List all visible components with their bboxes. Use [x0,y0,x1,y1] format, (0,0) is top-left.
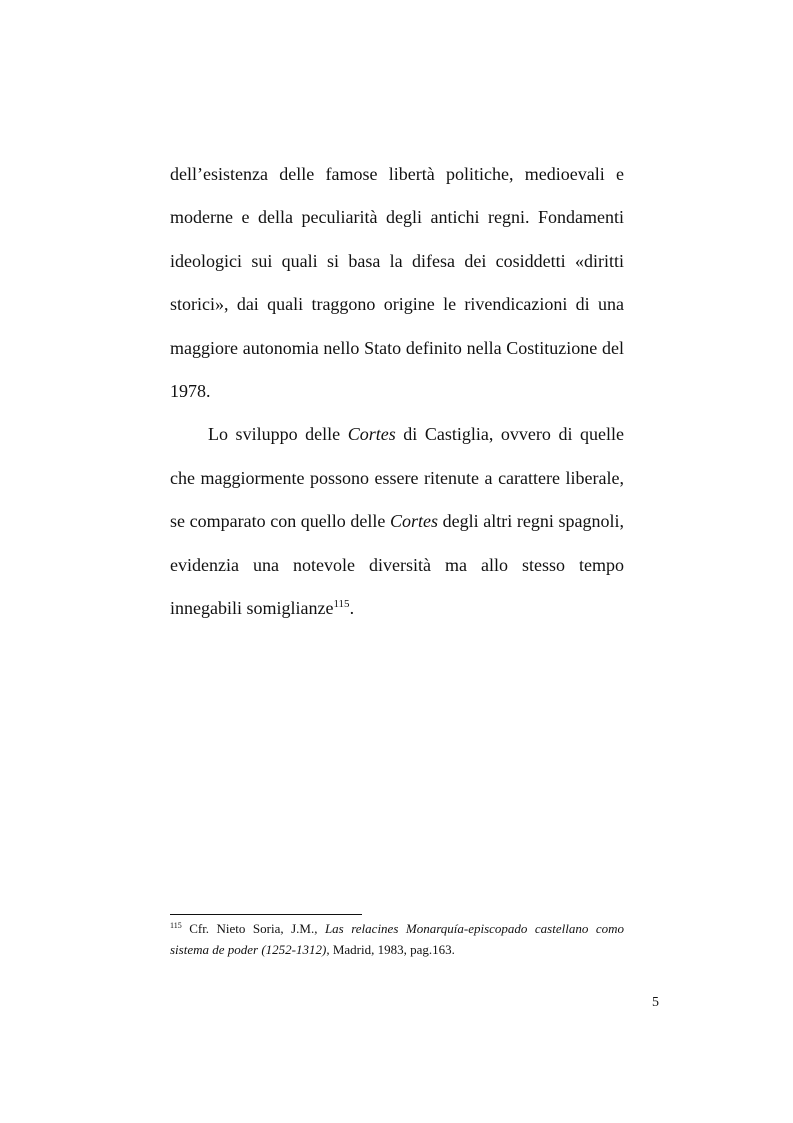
paragraph-2-text-c: degli altri regni spagnoli, evidenzia una notevole diversità ma allo stesso tempo innegabili somiglianze [170,511,624,619]
footnote-number: 115 [170,921,182,930]
paragraph-2 [170,413,624,630]
page-number: 5 [652,995,659,1010]
paragraph-1: dell’esistenza delle famose libertà politiche, medioevali e moderne e della peculiarità degli antichi regni. Fondamenti ideologici sui quali si basa la difesa dei cosiddetti «diritti storici», dai quali traggono origine le rivendicazioni di una maggiore autonomia nello Stato definito nella Costituzione del 1978. [170,164,624,402]
paragraph-2-text-a: Lo sviluppo delle [208,424,348,445]
footnote-book-title: Las relacines Monarquía-episcopado castellano como sistema de poder (1252-1312) [170,921,624,957]
italic-term-cortes: Cortes [347,424,396,445]
footnote-reference[interactable]: 115 [333,598,350,611]
paragraph-2-end: . [349,598,355,619]
footnote-lead: Cfr. Nieto Soria, J.M., [181,921,325,936]
main-text [170,153,624,630]
footnote-separator [170,914,362,915]
footnote-tail: , Madrid, 1983, pag.163. [326,942,455,957]
paragraph-2-text-b: di Castiglia, ovvero di quelle che maggiormente possono essere ritenute a carattere liberale, se comparato con quello delle [170,424,624,532]
footnote [170,918,624,960]
italic-term-cortes: Cortes [390,511,439,532]
